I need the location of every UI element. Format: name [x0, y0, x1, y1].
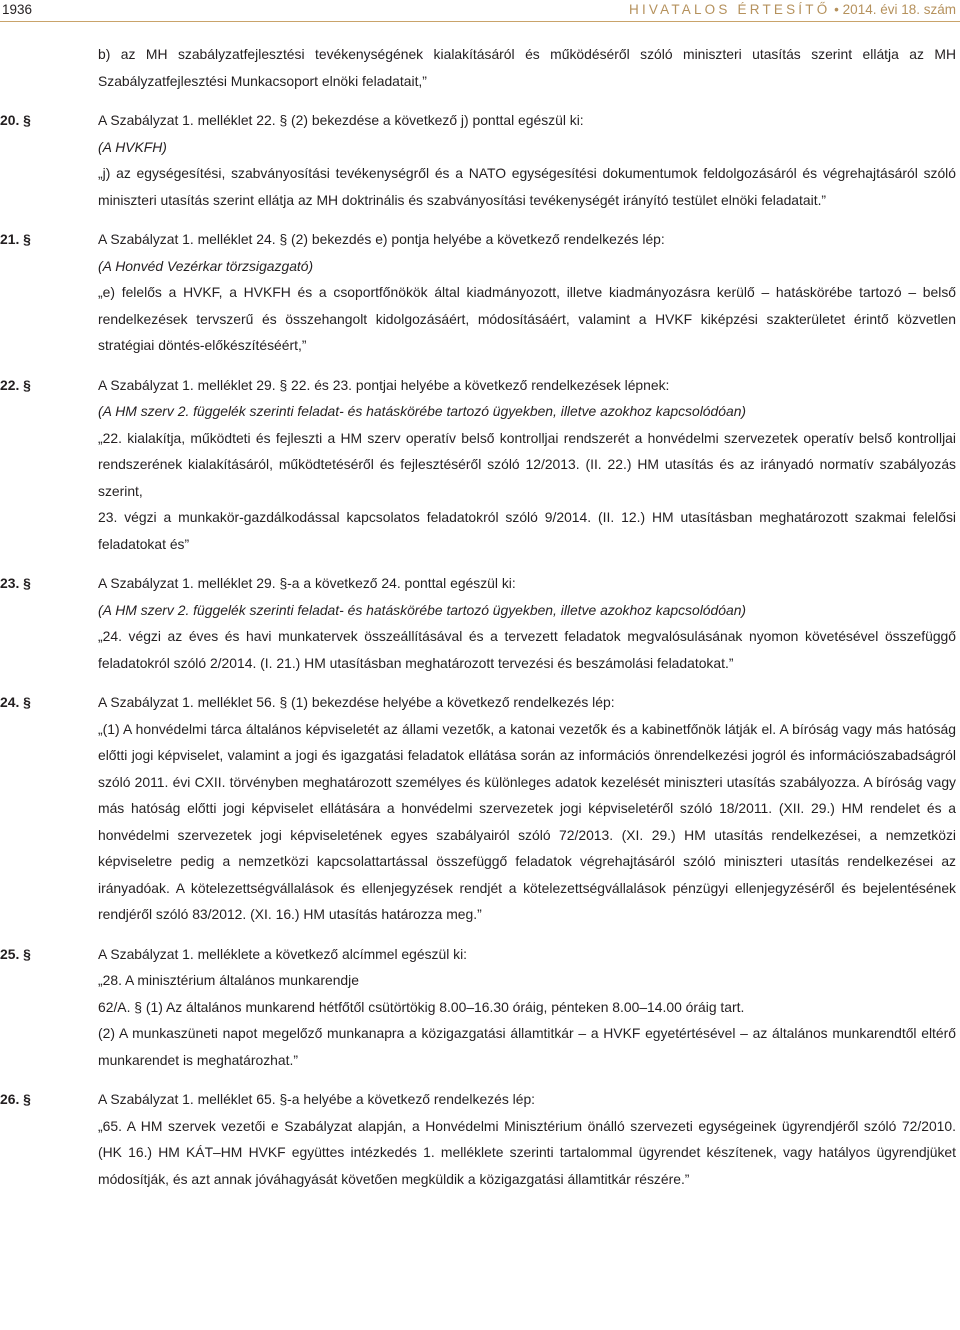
item-b-text: b) az MH szabályzatfejlesztési tevékenységének kialakításáról és működéséről szóló miniszteri utasítás szerint ellátja az MH Szabályzatfejlesztési Munkacsoport elnöki feladatait,” [98, 46, 956, 89]
section-subtitle: (A HM szerv 2. függelék szerinti feladat- és hatáskörébe tartozó ügyekben, illetve azokhoz kapcsolódóan) [98, 403, 747, 419]
section-text: 23. végzi a munkakör-gazdálkodással kapcsolatos feladatokról szóló 9/2014. (II. 12.) HM utasításban meghatározott szakmai felelősi feladatokat és” [98, 509, 956, 552]
header-bullet: • [834, 2, 839, 17]
section-intro: A Szabályzat 1. melléklet 24. § (2) bekezdés e) pontja helyébe a következő rendelkezés lép: [98, 231, 665, 247]
section-text: „j) az egységesítési, szabványosítási tevékenységről és a NATO egységesítési dokumentumok feldolgozásáról és végrehajtásáról szóló miniszteri utasítás szerint ellátja az MH doktrinális és szabványosítási tevékenységét irányító testület elnöki feladatait.” [98, 165, 956, 208]
section-22 [0, 372, 960, 399]
section-text: „(1) A honvédelmi tárca általános képviseletét az állami vezetők, a katonai vezetők és a kabinetfőnök látják el. A bíróság vagy más hatóság előtti jogi képviselet, valamint a jogi és igazgatási feladatok ellátása során az információs önrendelkezési jogról és információszabadságról szóló 2011. évi CXII. törvényben meghatározott személyes és különleges adatok kezelését miniszteri utasítás szabályozza. A bíróság vagy más hatóság előtti jogi képviselet ellátására a honvédelmi szervezetek jogi képviseletéről szóló 18/2011. (XII. 29.) HM rendelet és a honvédelmi szervezetek jogi képviseletének egyes szabályairól szóló 72/2013. (XI. 29.) HM utasítás rendelkezései, a nemzetközi képviseletre pedig a nemzetközi kapcsolattartással összefüggő feladatok végrehajtásáról szóló miniszteri utasítás rendelkezései az irányadóak. A kötelezettségvállalások és ellenjegyzések rendjét a kötelezettségvállalások pénzügyi ellenjegyzéséről és bejelentésének rendjéről szóló 83/2012. (XI. 16.) HM utasítás határozza meg.” [98, 720, 956, 922]
section-text: 62/A. § (1) Az általános munkarend hétfőtől csütörtökig 8.00–16.30 óráig, pénteken 8.00–14.00 óráig tart. [98, 998, 745, 1015]
journal-title: HIVATALOS ÉRTESÍTŐ [629, 2, 831, 17]
section-number: 21. § [0, 231, 31, 247]
section-intro: A Szabályzat 1. melléklet 29. § 22. és 23. pontjai helyébe a következő rendelkezések lépnek: [98, 376, 670, 393]
section-intro: A Szabályzat 1. melléklet 22. § (2) bekezdése a következő j) ponttal egészül ki: [98, 112, 584, 128]
section-20 [0, 107, 960, 134]
section-intro: A Szabályzat 1. melléklet 65. §-a helyébe a következő rendelkezés lép: [98, 1091, 536, 1107]
document-body [0, 41, 960, 1192]
section-24 [0, 689, 960, 716]
section-number: 23. § [0, 575, 31, 591]
section-text: (2) A munkaszüneti napot megelőző munkanapra a közigazgatási államtitkár – a HVKF egyetértésével – az általános munkarendtől eltérő munkarendet is meghatározhat.” [98, 1025, 956, 1068]
section-text: „28. A minisztérium általános munkarendje [98, 972, 359, 988]
section-text: „24. végzi az éves és havi munkatervek összeállításával és a tervezett feladatok megvalósulásának nyomon követésével összefüggő feladatokról szóló 2/2014. (I. 21.) HM utasításban meghatározott tervezési és beszámolási feladatokat.” [98, 628, 956, 671]
section-subtitle: (A Honvéd Vezérkar törzsigazgató) [98, 257, 314, 274]
section-text: „e) felelős a HVKF, a HVKFH és a csoportfőnökök által kiadmányozott, illetve kiadmányozásra kerülő – hatáskörébe tartozó – belső rendelkezések tervszerű és összehangolt kidolgozásáért, módosításáért, valamint a HVKF kiképzési szakterületet érintő közvetlen stratégiai döntés-előkészítéséért,” [98, 284, 956, 353]
section-text: „22. kialakítja, működteti és fejleszti a HM szerv operatív belső kontrolljai rendszerét a honvédelmi szervezetek operatív belső kontrolljai rendszerének kialakításáról, működtetéséről és fejlesztéséről szóló 12/2013. (II. 22.) HM utasítás és az irányadó normatív szabályozás szerint, [98, 429, 956, 499]
section-intro: A Szabályzat 1. melléklete a következő alcímmel egészül ki: [98, 945, 468, 962]
section-21 [0, 226, 960, 253]
section-subtitle: (A HVKFH) [98, 138, 167, 155]
page-number: 1936 [2, 2, 33, 17]
section-number: 24. § [0, 694, 31, 710]
section-intro: A Szabályzat 1. melléklet 29. §-a a következő 24. ponttal egészül ki: [98, 575, 516, 591]
issue-label: 2014. évi 18. szám [842, 2, 956, 17]
journal-info [629, 0, 956, 20]
section-23 [0, 570, 960, 597]
section-text: „65. A HM szervek vezetői e Szabályzat alapján, a Honvédelmi Minisztérium önálló szervezeti egységeinek ügyrendjéről szóló 72/2010. (HK 16.) HM KÁT–HM HVKF együttes intézkedés 1. melléklete szerinti tartalommal ügyrendet készítenek, vagy hatályos ügyrendjüket módosítják, és azt annak jóváhagyását követően megküldik a közigazgatási államtitkár részére.” [98, 1117, 956, 1187]
section-number: 26. § [0, 1091, 31, 1107]
page-header [0, 0, 960, 20]
section-subtitle: (A HM szerv 2. függelék szerinti feladat- és hatáskörébe tartozó ügyekben, illetve azokhoz kapcsolódóan) [98, 601, 747, 618]
section-number: 20. § [0, 112, 31, 128]
section-intro: A Szabályzat 1. melléklet 56. § (1) bekezdése helyébe a következő rendelkezés lép: [98, 694, 615, 710]
section-number: 22. § [0, 376, 31, 393]
header-rule [0, 21, 960, 22]
section-25 [0, 941, 960, 968]
section-number: 25. § [0, 945, 31, 962]
section-26 [0, 1086, 960, 1113]
